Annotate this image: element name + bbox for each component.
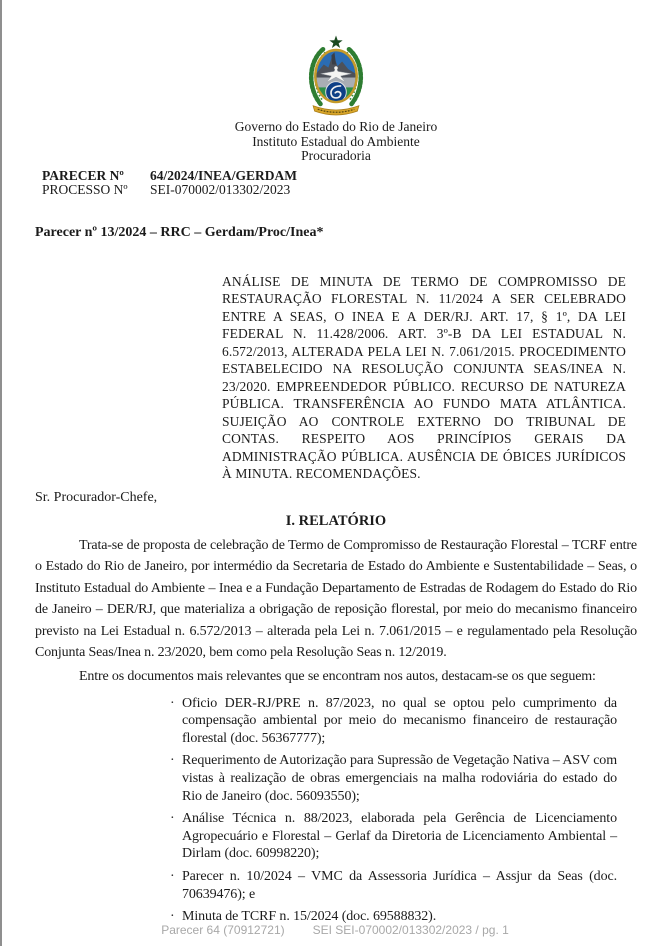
- bullet-item-parecer-assjur: [168, 868, 617, 903]
- document-meta: [42, 169, 637, 198]
- bullet-item-analise-tecnica: [168, 810, 617, 863]
- section-title-relatorio: I. RELATÓRIO: [285, 513, 387, 529]
- parecer-number: 64/2024/INEA/GERDAM: [150, 167, 298, 183]
- documents-bullet-list: [168, 695, 617, 926]
- salutation: Sr. Procurador-Chefe,: [35, 489, 158, 505]
- bullet-marker-icon: ·: [170, 753, 175, 769]
- bullet-item-text: Oficio DER-RJ/PRE n. 87/2023, no qual se optou pelo cumprimento da compensação ambiental por meio do mecanismo financeiro de restauração florestal (doc. 56367777);: [182, 695, 617, 746]
- bullet-marker-icon: ·: [170, 811, 175, 827]
- processo-number: SEI-070002/013302/2023: [150, 182, 291, 197]
- bullet-item-text: Parecer n. 10/2024 – VMC da Assessoria Jurídica – Assjur da Seas (doc. 70639476); e: [182, 869, 617, 902]
- reference-line: Parecer nº 13/2024 – RRC – Gerdam/Proc/Inea*: [35, 224, 324, 240]
- bullet-item-text: Minuta de TCRF n. 15/2024 (doc. 69588832).: [182, 909, 437, 925]
- bullet-item-oficio: [168, 695, 617, 748]
- ementa-block: ANÁLISE DE MINUTA DE TERMO DE COMPROMISSO DE RESTAURAÇÃO FLORESTAL N. 11/2024 A SER CELEBRADO ENTRE A SEAS, O INEA E A DER/RJ. ART. 17, § 1º, DA LEI FEDERAL N. 11.428/2006. ART. 3º-B DA LEI ESTADUAL N. 6.572/2013, ALTERADA PELA LEI N. 7.061/2015. PROCEDIMENTO ESTABELECIDO NA RESOLUÇÃO CONJUNTA SEAS/INEA N. 23/2020. EMPREENDEDOR PÚBLICO. RECURSO DE NATUREZA PÚBLICA. TRANSFERÊNCIA AO FUNDO MATA ATLÂNTICA. SUJEIÇÃO AO CONTROLE EXTERNO DO TRIBUNAL DE CONTAS. RESPEITO AOS PRINCÍPIOS GERAIS DA ADMINISTRAÇÃO PÚBLICA. AUSÊNCIA DE ÓBICES JURÍDICOS À MINUTA. RECOMENDAÇÕES.: [222, 273, 626, 481]
- processo-row: [42, 183, 637, 198]
- org-line-government: Governo do Estado do Rio de Janeiro: [234, 119, 438, 134]
- bullet-item-text: Requerimento de Autorização para Supressão de Vegetação Nativa – ASV com vistas à realização de obras emergenciais na malha rodoviária do estado do Rio de Janeiro (doc. 56093550);: [182, 753, 617, 804]
- parecer-label: PARECER Nº: [42, 167, 124, 183]
- footer-sei-page-ref: SEI SEI-070002/013302/2023 / pg. 1: [312, 923, 509, 937]
- paragraph-2: Entre os documentos mais relevantes que se encontram nos autos, destacam-se os que seguem:: [79, 669, 596, 685]
- processo-label: PROCESSO Nº: [42, 182, 128, 197]
- org-line-institute: Instituto Estadual do Ambiente: [252, 133, 420, 149]
- rio-de-janeiro-state-coat-of-arms-icon: [297, 34, 375, 118]
- org-name-block: [35, 120, 637, 164]
- bullet-item-requerimento: [168, 752, 617, 805]
- bullet-marker-icon: ·: [170, 869, 175, 884]
- org-line-procuradoria: Procuradoria: [301, 148, 371, 163]
- bullet-marker-icon: ·: [170, 695, 175, 711]
- page-footer: [0, 923, 670, 937]
- paragraph-1: Trata-se de proposta de celebração de Termo de Compromisso de Restauração Florestal – TCRF entre o Estado do Rio de Janeiro, por intermédio da Secretaria de Estado do Ambiente e Sustentabilidade – Seas, o Instituto Estadual do Ambiente – Inea e a Fundação Departamento de Estradas de Rodagem do Estado do Rio de Janeiro – DER/RJ, que materializa a obrigação de reposição florestal, por meio do mecanismo financeiro previsto na Lei Estadual n. 6.572/2013 – alterada pela Lei n. 7.061/2015 – e regulamentado pela Resolução Conjunta Seas/Inea n. 23/2020, bem como pela Resolução Seas n. 12/2019.: [35, 537, 637, 661]
- bullet-marker-icon: ·: [170, 909, 175, 925]
- parecer-row: [42, 169, 637, 184]
- page-content: [0, 34, 670, 926]
- bullet-item-text: Análise Técnica n. 88/2023, elaborada pela Gerência de Licenciamento Agropecuário e Florestal – Gerlaf da Diretoria de Licenciamento Ambiental – Dirlam (doc. 60998220);: [182, 811, 617, 862]
- footer-doc-ref: Parecer 64 (70912721): [161, 923, 285, 937]
- header-logo-area: [35, 34, 637, 118]
